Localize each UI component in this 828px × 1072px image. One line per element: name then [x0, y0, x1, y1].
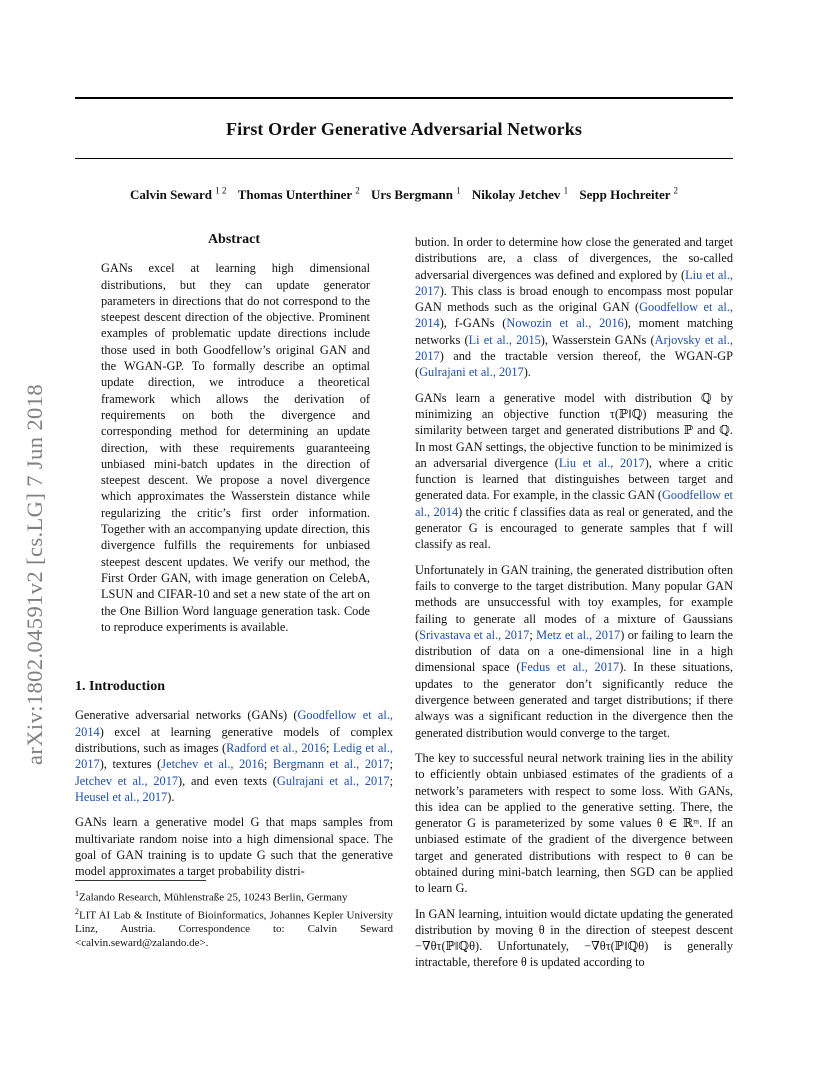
author — [472, 187, 568, 202]
citation-link[interactable]: Srivastava et al., 2017 — [419, 627, 530, 642]
text-run: Generative adversarial networks (GANs) ( — [75, 708, 298, 723]
intro-paragraph: GANs learn a generative model G that maps samples from multivariate random noise into a high dimensional space. The goal of GAN training is to update G such that the generative model approximates a target probability distri- — [75, 815, 393, 879]
intro-paragraph — [75, 707, 393, 805]
section-heading-introduction: 1. Introduction — [75, 679, 165, 695]
citation-link[interactable]: Ledig et al., 2017 — [75, 741, 393, 772]
citation-link[interactable]: Liu et al., 2017 — [415, 267, 733, 298]
abstract-text: GANs excel at learning high dimensional distributions, but they can update generator parameters in directions that do not correspond to the steepest descent direction of the objective. Prominent examples of problematic update directions include those used in both Goodfellow’s original GAN and the WGAN-GP. To formally describe an optimal update direction, we introduce a theoretical framework which allows the derivation of requirements on both the divergence and corresponding method for determining an update direction, with these requirements guaranteeing unbiased mini-batch updates in the direction of steepest descent. We propose a novel divergence which approximates the Wasserstein distance while regularizing the critic’s first order information. Together with an accompanying update direction, this divergence fulfills the requirements for unbiased steepest descent updates. We verify our method, the First Order GAN, with image generation on CelebA, LSUN and CIFAR-10 and set a new state of the art on the One Billion Word language generation task. Code to reproduce experiments is available. — [101, 261, 370, 634]
citation-link[interactable]: Fedus et al., 2017 — [520, 660, 620, 675]
author-affiliation: 1 — [563, 186, 569, 196]
citation-link[interactable]: Metz et al., 2017 — [536, 627, 621, 642]
body-paragraph — [415, 562, 733, 741]
title-bottom-rule — [75, 158, 733, 159]
author-affiliation: 1 2 — [215, 186, 227, 196]
footnote-mark: 1 — [75, 889, 79, 898]
author — [579, 187, 678, 202]
footnote-mark: 2 — [75, 906, 79, 916]
text-run: ; — [263, 757, 273, 772]
footnote — [75, 905, 393, 951]
title-top-rule — [75, 97, 733, 99]
body-paragraph: In GAN learning, intuition would dictate updating the generated distribution by moving θ in the direction of steepest descent −∇θτ(ℙ‖ℚθ). Unfortunately, −∇θτ(ℙ‖ℚθ) is generally intractable, therefore θ is updated according to — [415, 906, 733, 970]
footnote-text: LIT AI Lab & Institute of Bioinformatics, Johannes Kepler University Linz, Austria. Correspondence to: Calvin Seward <calvin.seward@zalando.de>. — [75, 909, 393, 950]
citation-link[interactable]: Jetchev et al., 2017 — [75, 773, 179, 788]
citation-link[interactable]: Li et al., 2015 — [468, 332, 541, 347]
author — [238, 187, 360, 202]
text-run: ; — [326, 741, 334, 756]
paper-title: First Order Generative Adversarial Networks — [226, 119, 582, 139]
text-run: GANs learn a generative model with distribution ℚ by minimizing an objective function τ(ℙ‖ℚ) measuring the similarity between target and generated distributions ℙ and ℚ. In most GAN settings, the objective function to be minimized is an adversarial divergence ( — [415, 390, 733, 470]
citation-link[interactable]: Radford et al., 2016 — [226, 741, 327, 756]
text-run: ) and the tractable version thereof, the WGAN-GP ( — [415, 349, 733, 380]
text-run: ), Wasserstein GANs ( — [540, 332, 655, 347]
author-list — [75, 186, 733, 203]
author-name: Calvin Seward — [129, 187, 212, 203]
text-run: ; — [529, 627, 537, 642]
text-run: ). — [167, 789, 175, 804]
text-run: ), where a critic function is learned that distinguishes between target and generated data. For example, in the classic GAN ( — [415, 455, 733, 503]
footnote-rule — [75, 880, 206, 881]
body-paragraph: The key to successful neural network training lies in the ability to efficiently obtain unbiased estimates of the gradients of a network’s parameters with respect to some loss. With GANs, this idea can be applied to the generative setting. There, the generator G is parameterized by some values θ ∈ ℝᵐ. If an unbiased estimate of the gradient of the divergence between target and generated distributions with respect to θ can be obtained during mini-batch learning, then SGD can be applied to learn G. — [415, 750, 733, 896]
citation-link[interactable]: Gulrajani et al., 2017 — [276, 773, 390, 788]
citation-link[interactable]: Goodfellow et al., 2014 — [415, 488, 733, 519]
text-run: ). In these situations, updates to the generator don’t significantly reduce the divergence between generated and target distributions; if there always was a significant reduction in the divergence then the generated distribution would converge to the target. — [415, 660, 733, 740]
citation-link[interactable]: Goodfellow et al., 2014 — [75, 708, 393, 739]
footnote — [75, 887, 393, 905]
text-run: ; — [389, 773, 393, 788]
right-column — [415, 234, 733, 980]
text-run: ), textures ( — [99, 757, 162, 772]
author-affiliation: 2 — [355, 186, 360, 196]
author-name: Nikolay Jetchev — [471, 187, 561, 203]
left-column — [75, 230, 393, 888]
citation-link[interactable]: Jetchev et al., 2016 — [161, 757, 264, 772]
author-affiliation: 2 — [673, 186, 679, 196]
text-run: bution. In order to determine how close the generated and target distributions are, a class of divergences, the so-called adversarial divergences was defined and explored by ( — [415, 235, 733, 282]
body-paragraph — [415, 234, 733, 381]
citation-link[interactable]: Arjovsky et al., 2017 — [415, 332, 733, 364]
author-name: Thomas Unterthiner — [237, 187, 352, 203]
abstract-heading: Abstract — [207, 232, 261, 247]
citation-link[interactable]: Liu et al., 2017 — [558, 455, 645, 470]
text-run: ), and even texts ( — [178, 773, 277, 788]
citation-link[interactable]: Heusel et al., 2017 — [75, 789, 168, 804]
text-run: ), moment matching networks ( — [415, 316, 734, 347]
text-run: Unfortunately in GAN training, the generated distribution often fails to converge to the target distribution. Many popular GAN methods are unsuccessful with toy examples, for example failing to generate all modes of a mixture of Gaussians ( — [415, 562, 733, 642]
citation-link[interactable]: Nowozin et al., 2016 — [506, 316, 624, 331]
text-run: ) or failing to learn the distribution of data on a one-dimensional line in a high dimensional space ( — [415, 627, 734, 675]
footnote-text: Zalando Research, Mühlenstraße 25, 10243 Berlin, Germany — [79, 891, 348, 904]
text-run: ). This class is broad enough to encompass most popular GAN methods such as the original GAN ( — [415, 283, 733, 315]
citation-link[interactable]: Gulrajani et al., 2017 — [419, 365, 524, 380]
text-run: ) excel at learning generative models of complex distributions, such as images ( — [75, 724, 393, 756]
text-run: ). — [523, 365, 531, 380]
citation-link[interactable]: Goodfellow et al., 2014 — [415, 300, 734, 331]
author-name: Sepp Hochreiter — [579, 187, 671, 203]
arxiv-stamp: arXiv:1802.04591v2 [cs.LG] 7 Jun 2018 — [22, 383, 47, 765]
footnotes — [75, 887, 393, 950]
text-run: ; — [389, 757, 393, 772]
body-paragraph — [415, 390, 733, 553]
author-name: Urs Bergmann — [370, 187, 453, 203]
text-run: ), f-GANs ( — [439, 316, 507, 331]
author — [371, 187, 461, 202]
author — [130, 187, 226, 202]
text-run: ) the critic f classifies data as real or generated, and the generator G is encouraged to generate samples that f will classify as real. — [415, 504, 733, 552]
author-affiliation: 1 — [456, 186, 461, 196]
citation-link[interactable]: Bergmann et al., 2017 — [272, 757, 390, 772]
